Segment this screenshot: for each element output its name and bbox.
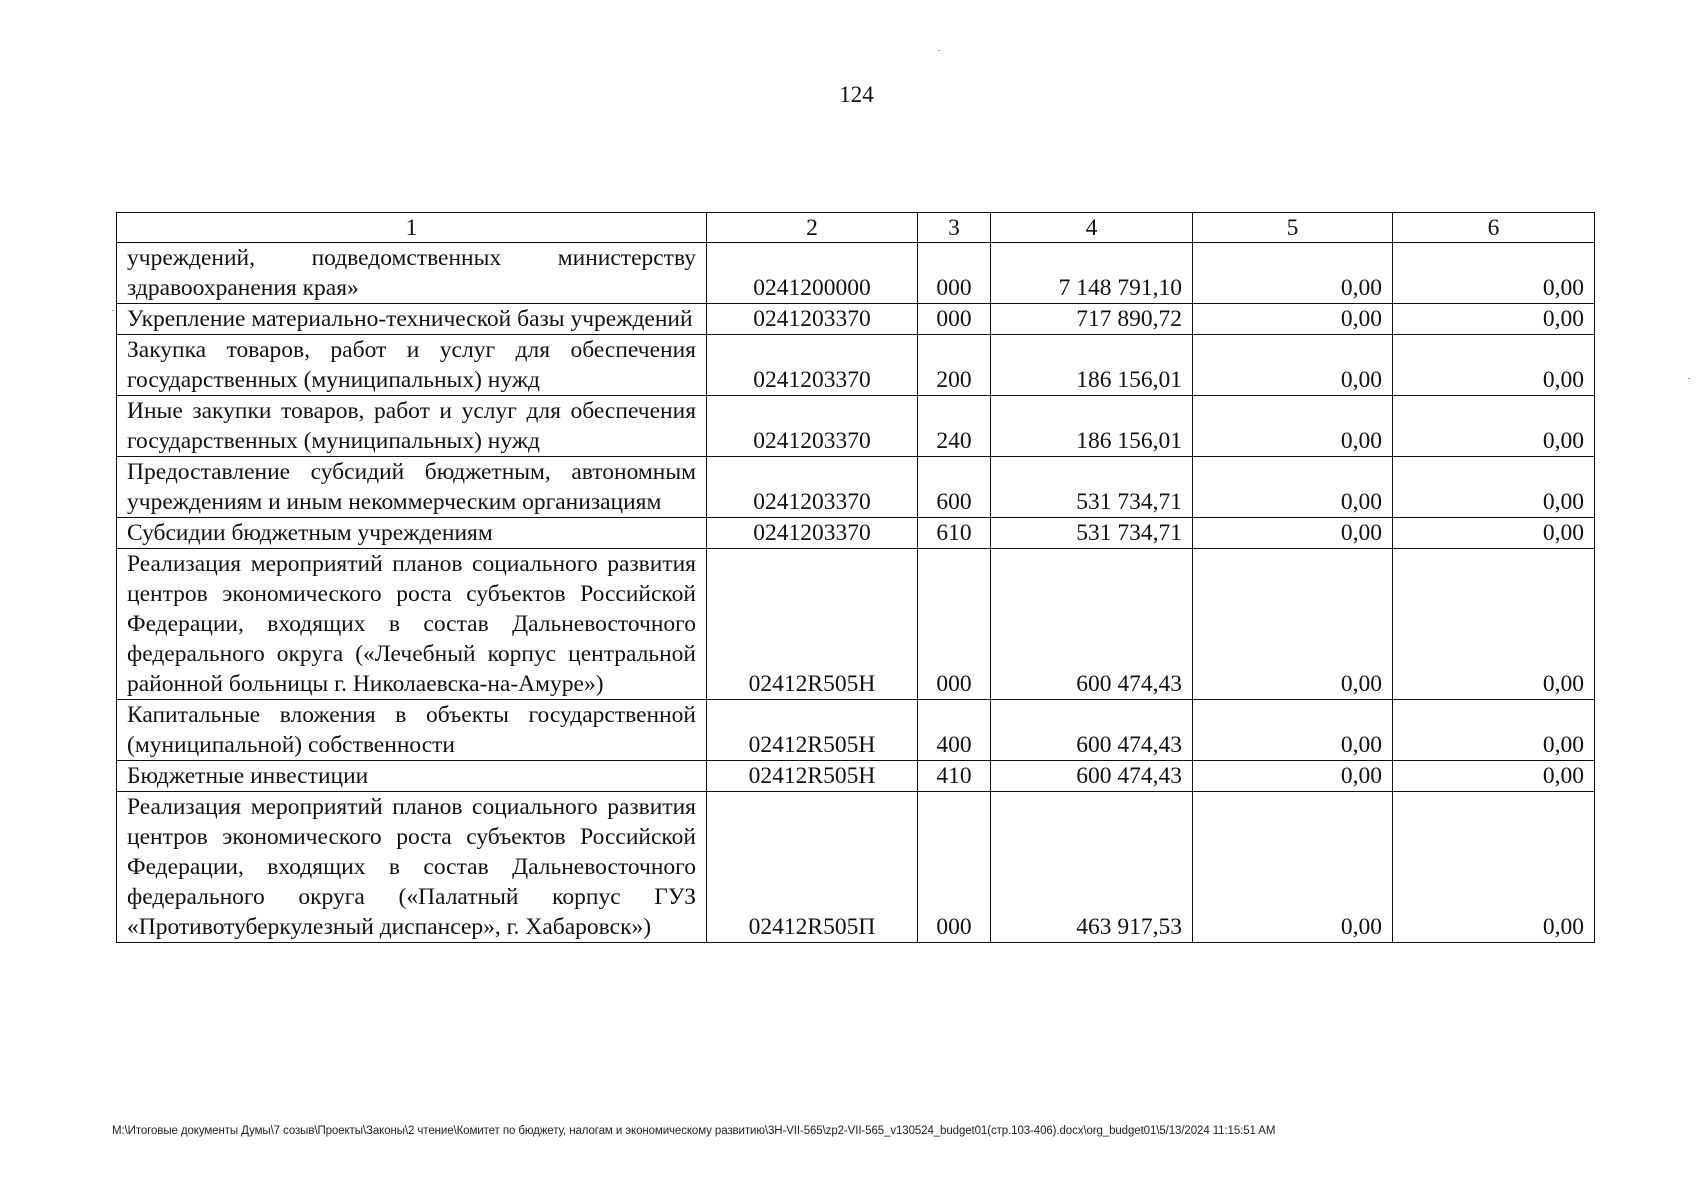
amount-col4: 186 156,01 — [991, 396, 1193, 457]
row-description: учреждений, подведомственных министерству здравоохранения края» — [117, 243, 707, 304]
amount-col4: 600 474,43 — [991, 761, 1193, 792]
table-row — [117, 243, 1595, 304]
expense-type: 400 — [918, 700, 991, 761]
amount-col5: 0,00 — [1193, 549, 1393, 700]
target-code: 02412R505Н — [707, 761, 918, 792]
target-code: 0241203370 — [707, 457, 918, 518]
row-description: Укрепление материально-технической базы учреждений — [117, 304, 707, 335]
header-cell: 1 — [117, 213, 707, 243]
amount-col6: 0,00 — [1393, 457, 1595, 518]
expense-type: 000 — [918, 304, 991, 335]
table-row — [117, 457, 1595, 518]
header-cell: 3 — [918, 213, 991, 243]
amount-col5: 0,00 — [1193, 792, 1393, 943]
file-path-footer: M:\Итоговые документы Думы\7 созыв\Проекты\Законы\2 чтение\Комитет по бюджету, налогам и экономическому развитию\3Н-VII-565\zp2-VII-565_v130524_budget01(стр.103-406).docx\org_budget01\5/13/2024 11:15:51 AM — [112, 1125, 1276, 1137]
expense-type: 610 — [918, 518, 991, 549]
amount-col5: 0,00 — [1193, 243, 1393, 304]
row-description: Реализация мероприятий планов социального развития центров экономического роста субъектов Российской Федерации, входящих в состав Дальневосточного федерального округа («Палатный корпус ГУЗ «Противотуберкулезный диспансер», г. Хабаровск») — [117, 792, 707, 943]
budget-table — [116, 212, 1595, 943]
amount-col5: 0,00 — [1193, 518, 1393, 549]
amount-col5: 0,00 — [1193, 761, 1393, 792]
row-description: Реализация мероприятий планов социального развития центров экономического роста субъектов Российской Федерации, входящих в состав Дальневосточного федерального округа («Лечебный корпус центральной районной больницы г. Николаевска-на-Амуре») — [117, 549, 707, 700]
row-description: Субсидии бюджетным учреждениям — [117, 518, 707, 549]
expense-type: 000 — [918, 792, 991, 943]
target-code: 0241203370 — [707, 335, 918, 396]
amount-col4: 531 734,71 — [991, 457, 1193, 518]
expense-type: 000 — [918, 243, 991, 304]
expense-type: 200 — [918, 335, 991, 396]
amount-col4: 531 734,71 — [991, 518, 1193, 549]
amount-col6: 0,00 — [1393, 396, 1595, 457]
table-row — [117, 792, 1595, 943]
target-code: 02412R505Н — [707, 700, 918, 761]
header-cell: 4 — [991, 213, 1193, 243]
amount-col6: 0,00 — [1393, 518, 1595, 549]
target-code: 0241203370 — [707, 518, 918, 549]
amount-col4: 717 890,72 — [991, 304, 1193, 335]
row-description: Капитальные вложения в объекты государственной (муниципальной) собственности — [117, 700, 707, 761]
amount-col4: 463 917,53 — [991, 792, 1193, 943]
expense-type: 240 — [918, 396, 991, 457]
table-row — [117, 335, 1595, 396]
header-cell: 5 — [1193, 213, 1393, 243]
amount-col6: 0,00 — [1393, 243, 1595, 304]
table-row — [117, 761, 1595, 792]
amount-col5: 0,00 — [1193, 457, 1393, 518]
amount-col6: 0,00 — [1393, 700, 1595, 761]
amount-col6: 0,00 — [1393, 335, 1595, 396]
row-description: Иные закупки товаров, работ и услуг для обеспечения государственных (муниципальных) нужд — [117, 396, 707, 457]
amount-col4: 600 474,43 — [991, 700, 1193, 761]
amount-col5: 0,00 — [1193, 396, 1393, 457]
table-row — [117, 518, 1595, 549]
target-code: 0241203370 — [707, 304, 918, 335]
amount-col6: 0,00 — [1393, 304, 1595, 335]
target-code: 0241200000 — [707, 243, 918, 304]
page-number: 124 — [839, 82, 874, 107]
table-row — [117, 549, 1595, 700]
expense-type: 000 — [918, 549, 991, 700]
row-description: Бюджетные инвестиции — [117, 761, 707, 792]
expense-type: 600 — [918, 457, 991, 518]
amount-col5: 0,00 — [1193, 335, 1393, 396]
target-code: 02412R505Н — [707, 549, 918, 700]
amount-col6: 0,00 — [1393, 761, 1595, 792]
table-header-row — [117, 213, 1595, 243]
amount-col6: 0,00 — [1393, 549, 1595, 700]
header-cell: 2 — [707, 213, 918, 243]
amount-col4: 7 148 791,10 — [991, 243, 1193, 304]
table-row — [117, 700, 1595, 761]
table-row — [117, 304, 1595, 335]
table-row — [117, 396, 1595, 457]
amount-col4: 600 474,43 — [991, 549, 1193, 700]
target-code: 0241203370 — [707, 396, 918, 457]
amount-col4: 186 156,01 — [991, 335, 1193, 396]
amount-col5: 0,00 — [1193, 700, 1393, 761]
amount-col5: 0,00 — [1193, 304, 1393, 335]
target-code: 02412R505П — [707, 792, 918, 943]
row-description: Закупка товаров, работ и услуг для обеспечения государственных (муниципальных) нужд — [117, 335, 707, 396]
row-description: Предоставление субсидий бюджетным, автономным учреждениям и иным некоммерческим организациям — [117, 457, 707, 518]
header-cell: 6 — [1393, 213, 1595, 243]
expense-type: 410 — [918, 761, 991, 792]
amount-col6: 0,00 — [1393, 792, 1595, 943]
